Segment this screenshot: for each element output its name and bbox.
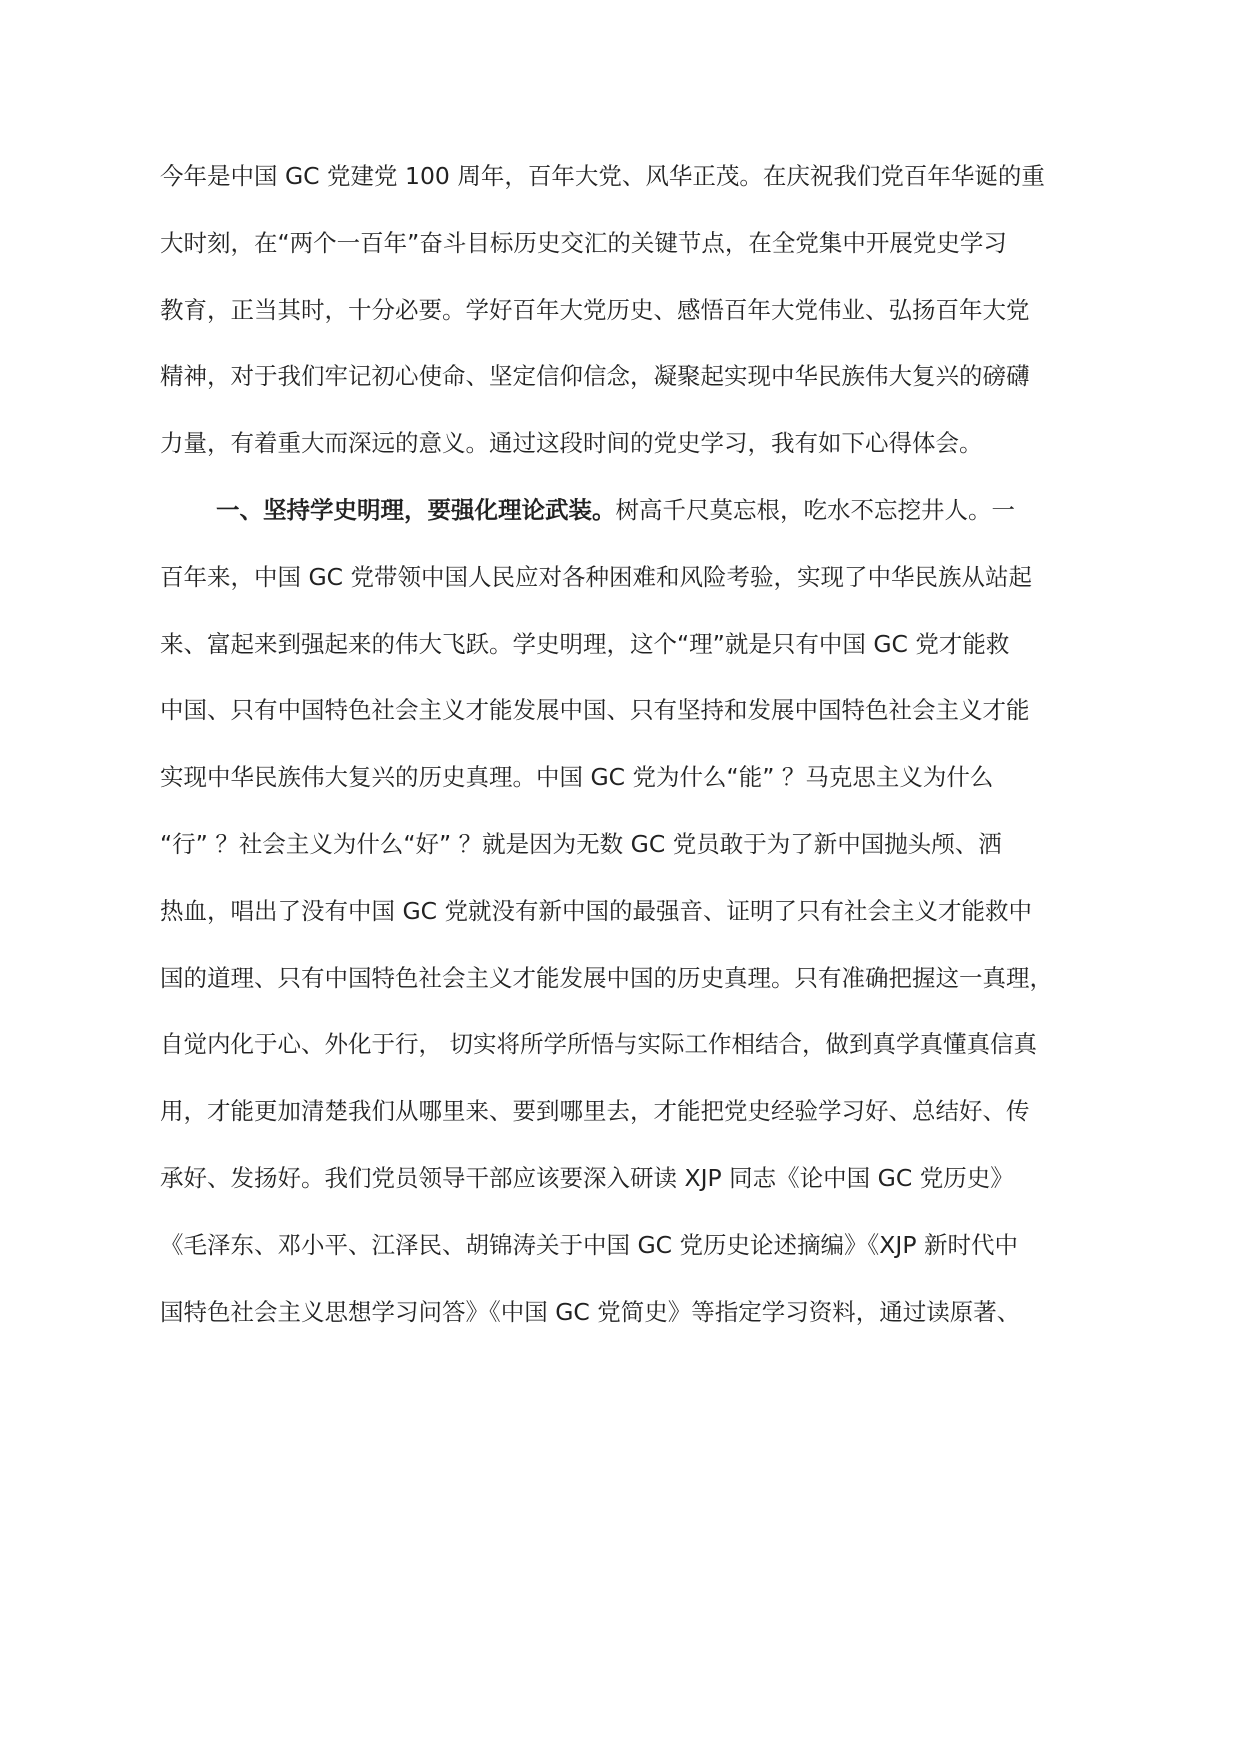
paragraph-line: 自觉内化于心、外化于行， 切实将所学所悟与实际工作相结合，做到真学真懂真信真: [160, 1030, 1037, 1058]
paragraph-line: 今年是中国 GC 党建党 100 周年，百年大党、风华正茂。在庆祝我们党百年华诞的重: [160, 162, 1045, 190]
paragraph-line: 国的道理、只有中国特色社会主义才能发展中国的历史真理。只有准确把握这一真理，: [160, 964, 1053, 992]
paragraph-line: 实现中华民族伟大复兴的历史真理。中国 GC 党为什么“能” ？马克思主义为什么: [160, 763, 994, 791]
paragraph-line: 教育，正当其时，十分必要。学好百年大党历史、感悟百年大党伟业、弘扬百年大党: [160, 296, 1030, 324]
paragraph-line: 精神，对于我们牢记初心使命、坚定信仰信念，凝聚起实现中华民族伟大复兴的磅礴: [160, 362, 1030, 390]
paragraph-line: 《毛泽东、邓小平、江泽民、胡锦涛关于中国 GC 党历史论述摘编》《XJP 新时代中: [160, 1231, 1018, 1259]
paragraph-line: 热血，唱出了没有中国 GC 党就没有新中国的最强音、证明了只有社会主义才能救中: [160, 897, 1033, 925]
paragraph-line: 国特色社会主义思想学习问答》《中国 GC 党简史》等指定学习资料，通过读原著、: [160, 1298, 1021, 1326]
paragraph-line: 用，才能更加清楚我们从哪里来、要到哪里去，才能把党史经验学习好、总结好、传: [160, 1097, 1030, 1125]
section-heading: 一、坚持学史明理，要强化理论武装。: [216, 496, 616, 524]
paragraph-line: 来、富起来到强起来的伟大飞跃。学史明理，这个“理”就是只有中国 GC 党才能救: [160, 630, 1010, 658]
paragraph-line: 承好、发扬好。我们党员领导干部应该要深入研读 XJP 同志《论中国 GC 党历史》: [160, 1164, 1014, 1192]
paragraph-line: 力量，有着重大而深远的意义。通过这段时间的党史学习，我有如下心得体会。: [160, 429, 983, 457]
paragraph-line: 大时刻，在“两个一百年”奋斗目标历史交汇的关键节点，在全党集中开展党史学习: [160, 229, 1007, 257]
paragraph-line: 百年来，中国 GC 党带领中国人民应对各种困难和风险考验，实现了中华民族从站起: [160, 563, 1033, 591]
paragraph-line: “行” ？社会主义为什么“好” ？就是因为无数 GC 党员敢于为了新中国抛头颅、洒: [160, 830, 1002, 858]
paragraph-line: 中国、只有中国特色社会主义才能发展中国、只有坚持和发展中国特色社会主义才能: [160, 696, 1030, 724]
section-text: 树高千尺莫忘根，吃水不忘挖井人。一: [615, 496, 1015, 524]
section-first-line: [216, 488, 1120, 532]
